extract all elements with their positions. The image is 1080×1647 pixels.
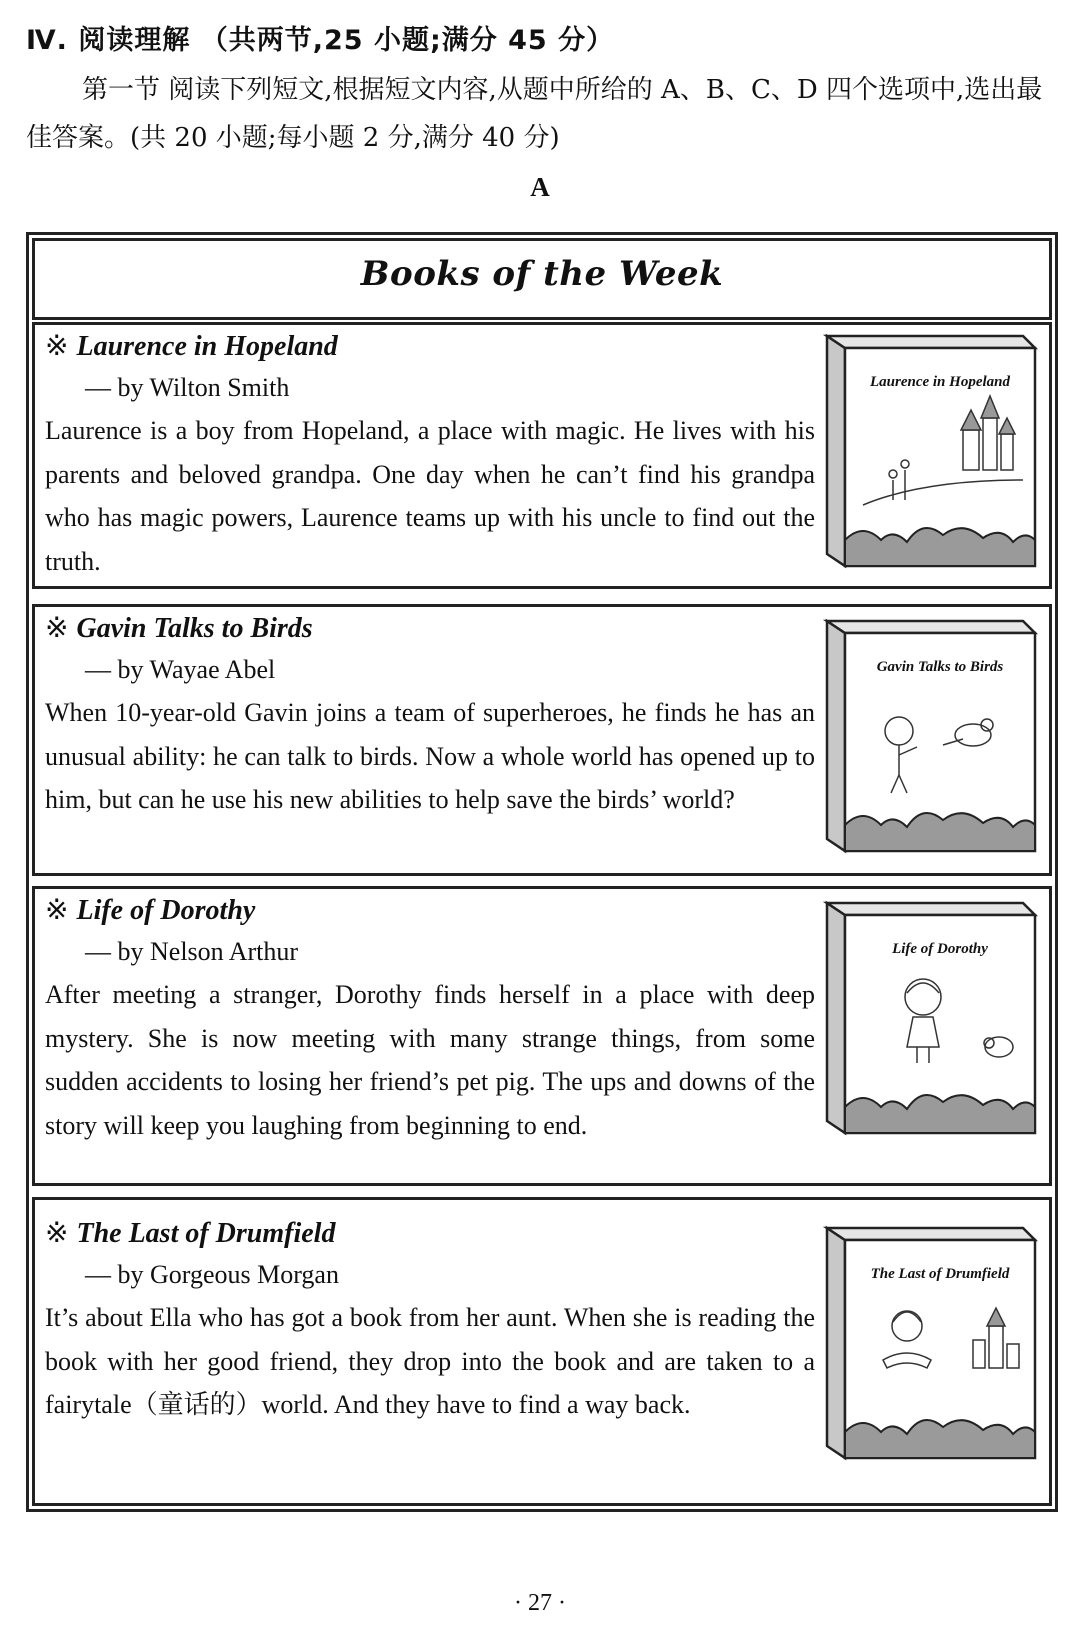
book-title: ※ The Last of Drumfield <box>45 1218 336 1249</box>
reference-mark: ※ <box>45 895 69 926</box>
reference-mark: ※ <box>45 1218 69 1249</box>
books-of-the-week-title: Books of the Week <box>360 254 724 294</box>
book-summary: Laurence is a boy from Hopeland, a place with magic. He lives with his parents and beloved grandpa. One day when he can’t find his grandpa who has magic powers, Laurence teams up with his uncle to find out the truth. <box>45 416 815 576</box>
book-entry <box>32 604 1052 876</box>
section-instructions: 第一节 阅读下列短文,根据短文内容,从题中所给的 A、B、C、D 四个选项中,选出最佳答案。(共 20 小题;每小题 2 分,满分 40 分) <box>26 75 1043 153</box>
book-summary: It’s about Ella who has got a book from her aunt. When she is reading the book with her good friend, they drop into the book and are taken to a fairytale（童话的）world. And they have to find a way back. <box>45 1303 815 1419</box>
book-cover-illustration <box>823 330 1041 570</box>
cover-title: The Last of Drumfield <box>870 1266 1010 1282</box>
book-author: — by Gorgeous Morgan <box>85 1260 339 1289</box>
cover-title: Laurence in Hopeland <box>869 374 1011 390</box>
reference-mark: ※ <box>45 613 69 644</box>
section-heading: Ⅳ. 阅读理解 （共两节,25 小题;满分 45 分） <box>26 25 615 56</box>
title-box <box>32 238 1052 320</box>
book-text <box>45 609 815 822</box>
book-entry <box>32 322 1052 589</box>
book-summary: When 10-year-old Gavin joins a team of superheroes, he finds he has an unusual ability: he can talk to birds. Now a whole world has opened up to him, but can he use his new abilities to help save the birds’ world? <box>45 698 815 814</box>
book-cover-illustration <box>823 615 1041 855</box>
passage-letter: A <box>530 172 550 202</box>
book-author: — by Nelson Arthur <box>85 937 299 966</box>
book-text <box>45 327 815 583</box>
book-entry <box>32 1197 1052 1506</box>
page-number: · 27 · <box>514 1590 566 1616</box>
book-text <box>45 891 815 1147</box>
book-title: ※ Laurence in Hopeland <box>45 331 338 362</box>
book-cover-illustration <box>823 1222 1041 1462</box>
cover-title: Life of Dorothy <box>892 941 988 957</box>
book-author: — by Wilton Smith <box>85 373 290 402</box>
reference-mark: ※ <box>45 331 69 362</box>
book-cover-illustration <box>823 897 1041 1137</box>
book-text <box>45 1214 815 1427</box>
book-title: ※ Life of Dorothy <box>45 895 256 926</box>
book-title: ※ Gavin Talks to Birds <box>45 613 313 644</box>
cover-title: Gavin Talks to Birds <box>876 659 1004 675</box>
book-entry <box>32 886 1052 1186</box>
book-author: — by Wayae Abel <box>85 655 276 684</box>
book-summary: After meeting a stranger, Dorothy finds herself in a place with deep mystery. She is now meeting with many strange things, from some sudden accidents to losing her friend’s pet pig. The ups and downs of the story will keep you laughing from beginning to end. <box>45 980 815 1140</box>
